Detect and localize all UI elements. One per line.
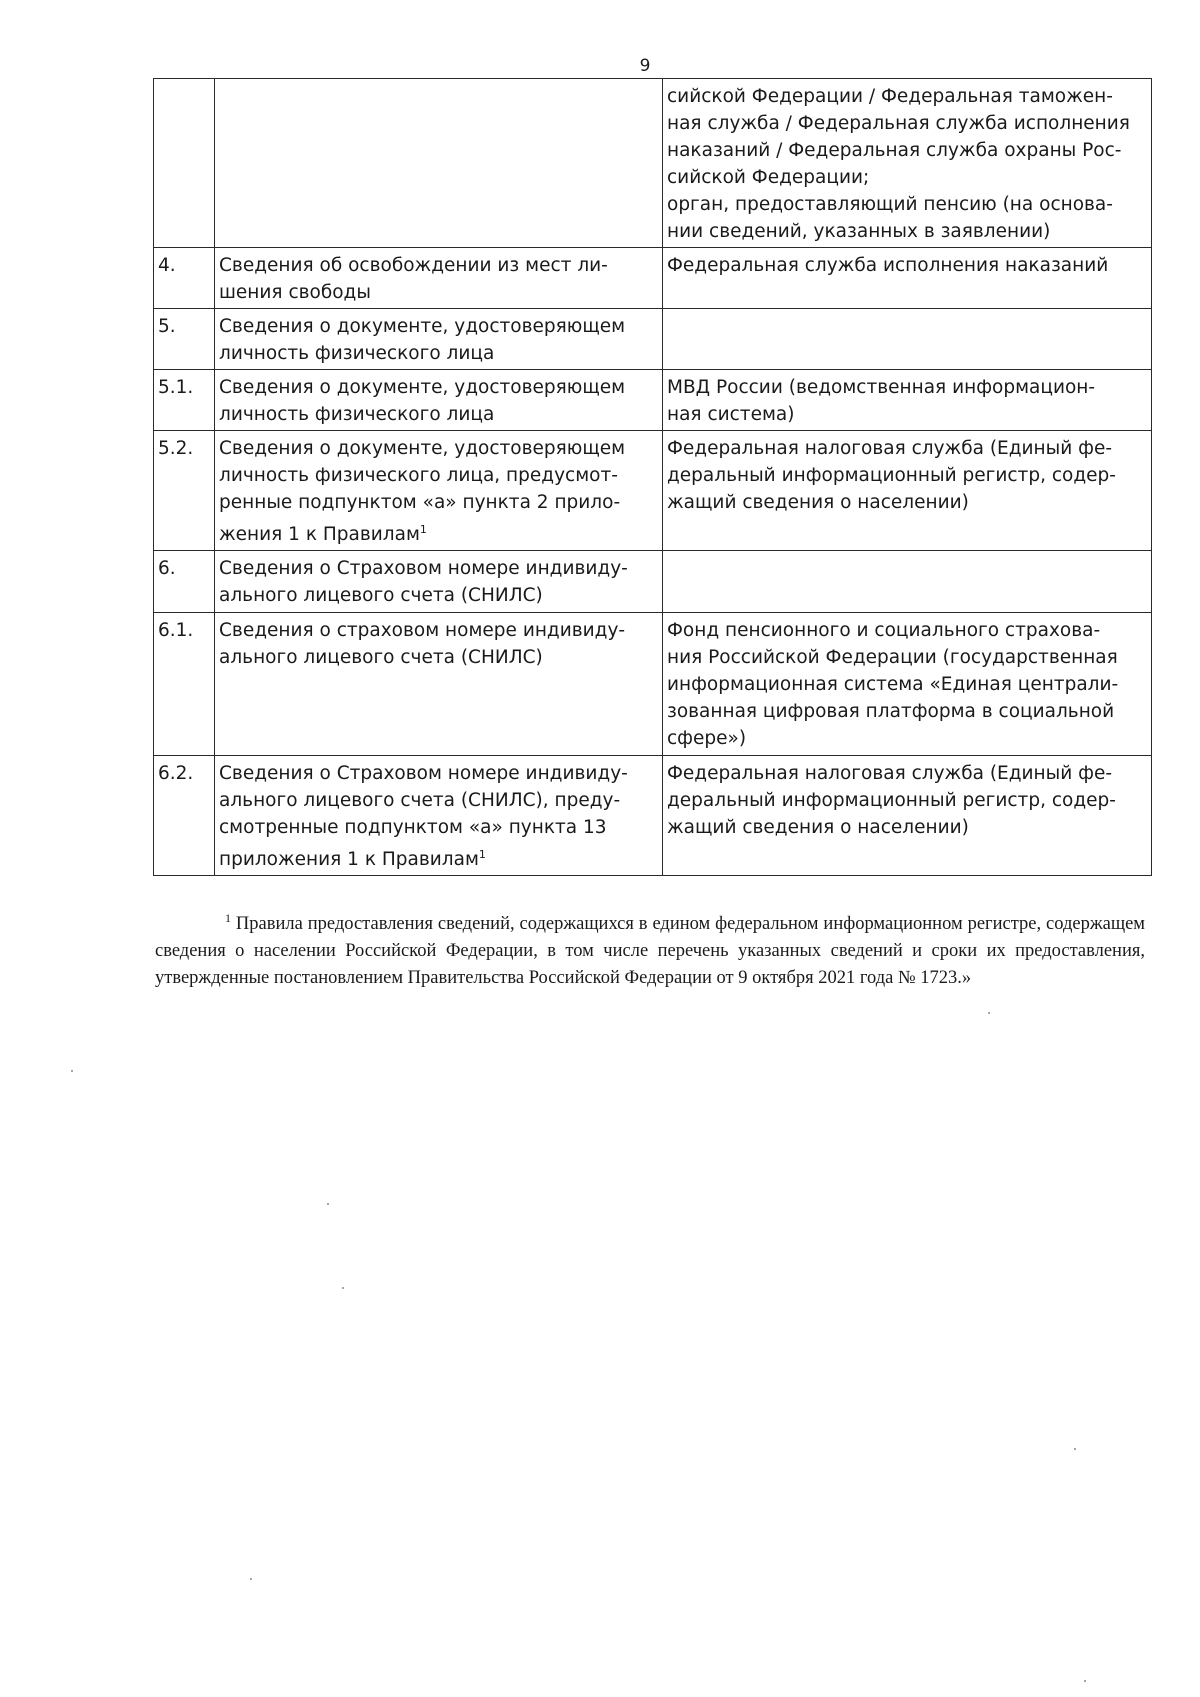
- table-row: [154, 551, 1152, 613]
- row-number: 5.1.: [154, 370, 215, 431]
- table-row: [154, 431, 1152, 551]
- row-description: Сведения о документе, удостоверяющем личность физического лица: [215, 370, 663, 431]
- table-row: [154, 79, 1152, 248]
- table-row: [154, 309, 1152, 370]
- scan-speck: [327, 1203, 329, 1205]
- row-source: МВД России (ведомственная информацион- ная система): [663, 370, 1152, 431]
- row-description: Сведения об освобождении из мест ли- шения свободы: [215, 248, 663, 309]
- scan-speck: [342, 1287, 344, 1289]
- scan-speck: [988, 1012, 990, 1014]
- scan-speck: [1084, 1680, 1086, 1682]
- row-description: [215, 79, 663, 248]
- footnote-marker: 1: [225, 911, 231, 925]
- row-source: Федеральная налоговая служба (Единый фе- деральный информационный регистр, содер- жащий сведения о населении): [663, 756, 1152, 876]
- scan-speck: [1074, 1448, 1076, 1450]
- row-description: Сведения о документе, удостоверяющем личность физического лица: [215, 309, 663, 370]
- page-number: 9: [639, 56, 651, 76]
- row-description: Сведения о Страховом номере индивиду- ального лицевого счета (СНИЛС): [215, 551, 663, 613]
- footnote-text: Правила предоставления сведений, содержащихся в едином федеральном информационном регистре, содержащем сведения о населении Российской Федерации, в том числе перечень указанных сведений и сроки их предоставления, утвержденные постановлением Правительства Российской Федерации от 9 октября 2021 года № 1723.»: [155, 914, 1146, 989]
- row-source: Фонд пенсионного и социального страхова- ния Российской Федерации (государственная информационная система «Единая централи- зованная цифровая платформа в социальной сфере»): [663, 613, 1152, 756]
- row-source: Федеральная служба исполнения наказаний: [663, 248, 1152, 309]
- row-source: [663, 309, 1152, 370]
- row-number: 5.: [154, 309, 215, 370]
- row-number: 6.2.: [154, 756, 215, 876]
- row-number: 5.2.: [154, 431, 215, 551]
- row-description: Сведения о Страховом номере индивиду- ального лицевого счета (СНИЛС), преду- смотренные подпунктом «а» пункта 13 приложения 1 к Правилам$^1$: [215, 756, 663, 876]
- row-number: [154, 79, 215, 248]
- table-row: [154, 370, 1152, 431]
- footnote-reference: 1: [478, 848, 486, 862]
- data-sources-table: [153, 78, 1152, 876]
- scan-speck: [71, 1070, 73, 1072]
- scan-speck: [250, 1578, 252, 1580]
- row-description: Сведения о документе, удостоверяющем личность физического лица, предусмот- ренные подпунктом «а» пункта 2 прило- жения 1 к Правилам$^1$: [215, 431, 663, 551]
- row-number: 6.: [154, 551, 215, 613]
- table-row: [154, 613, 1152, 756]
- table-row: [154, 248, 1152, 309]
- footnote-reference: 1: [419, 523, 427, 536]
- footnote: [155, 905, 1145, 992]
- row-number: 4.: [154, 248, 215, 309]
- row-source: сийской Федерации / Федеральная таможен- ная служба / Федеральная служба исполнения наказаний / Федеральная служба охраны Рос- сийской Федерации; орган, предоставляющий пенсию (на основа- нии сведений, указанных в заявлении): [663, 79, 1152, 248]
- row-number: 6.1.: [154, 613, 215, 756]
- row-source: Федеральная налоговая служба (Единый фе- деральный информационный регистр, содер- жащий сведения о населении): [663, 431, 1152, 551]
- row-description: Сведения о страховом номере индивиду- ального лицевого счета (СНИЛС): [215, 613, 663, 756]
- table-row: [154, 756, 1152, 876]
- row-source: [663, 551, 1152, 613]
